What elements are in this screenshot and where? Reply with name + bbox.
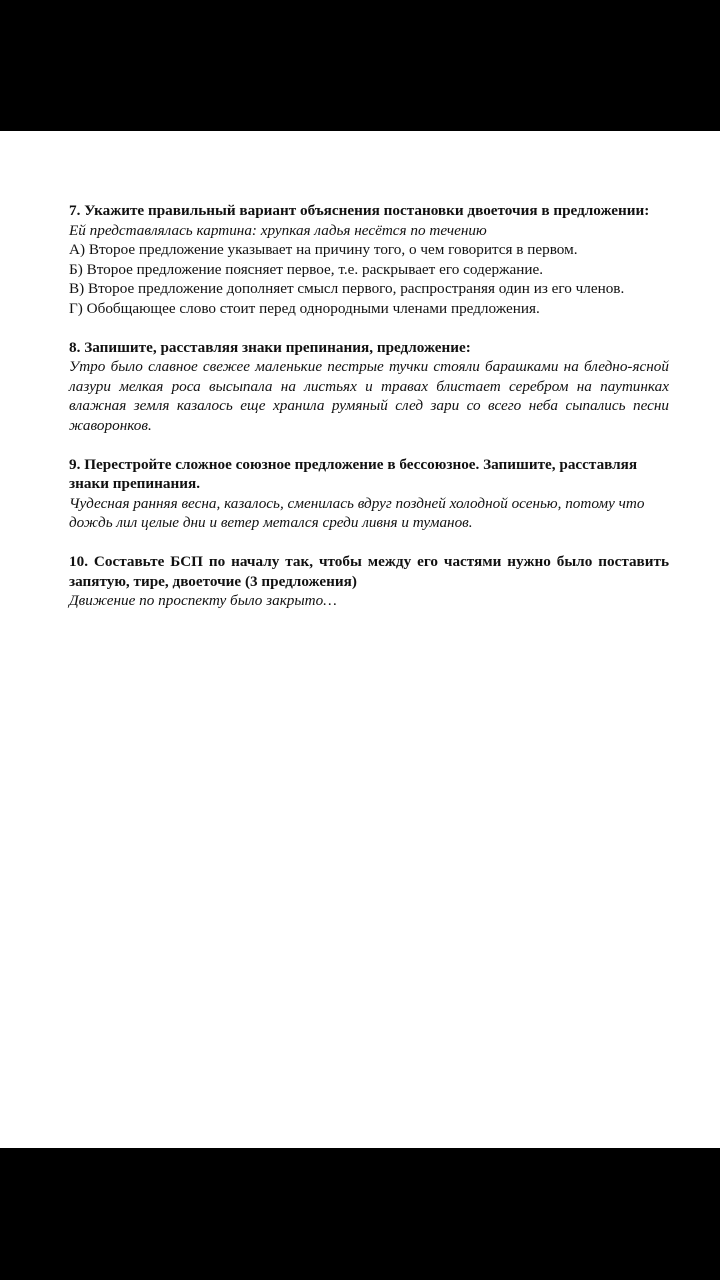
task-9 — [69, 455, 669, 533]
task-8-example: Утро было славное свежее маленькие пестрые тучки стояли барашками на бледно-ясной лазури мелкая роса высыпала на листьях и травах блистает серебром на паутинках влажная земля казалось еще хранила румяный след зари со всего неба сыпались песни жаворонков. — [69, 358, 669, 434]
task-10-question: 10. Составьте БСП по началу так, чтобы между его частями нужно было поставить запятую, тире, двоеточие (3 предложения) — [69, 553, 669, 590]
task-7-option-d: Г) Обобщающее слово стоит перед однородными членами предложения. — [69, 299, 540, 317]
task-7-option-b: Б) Второе предложение поясняет первое, т.е. раскрывает его содержание. — [69, 260, 544, 278]
task-8 — [69, 338, 669, 436]
task-9-question: 9. Перестройте сложное союзное предложение в бессоюзное. Запишите, расставляя знаки препинания. — [69, 455, 638, 492]
top-black-bar — [0, 0, 720, 131]
task-7-example: Ей представлялась картина: хрупкая ладья несётся по течению — [69, 221, 487, 239]
task-10-example: Движение по проспекту было закрыто… — [69, 592, 337, 609]
task-7-question: 7. Укажите правильный вариант объяснения постановки двоеточия в предложении: — [69, 202, 650, 219]
task-10 — [69, 552, 669, 611]
document-page — [0, 131, 720, 1148]
task-7-option-a: А) Второе предложение указывает на причину того, о чем говорится в первом. — [69, 241, 578, 258]
task-7-option-c: В) Второе предложение дополняет смысл первого, распространяя один из его членов. — [69, 280, 625, 297]
bottom-black-bar — [0, 1148, 720, 1280]
task-9-example: Чудесная ранняя весна, казалось, сменилась вдруг поздней холодной осенью, потому что дождь лил целые дни и ветер метался среди ливня и туманов. — [69, 494, 645, 531]
document-content — [69, 201, 669, 630]
task-8-question: 8. Запишите, расставляя знаки препинания, предложение: — [69, 338, 471, 356]
task-7 — [69, 201, 669, 318]
